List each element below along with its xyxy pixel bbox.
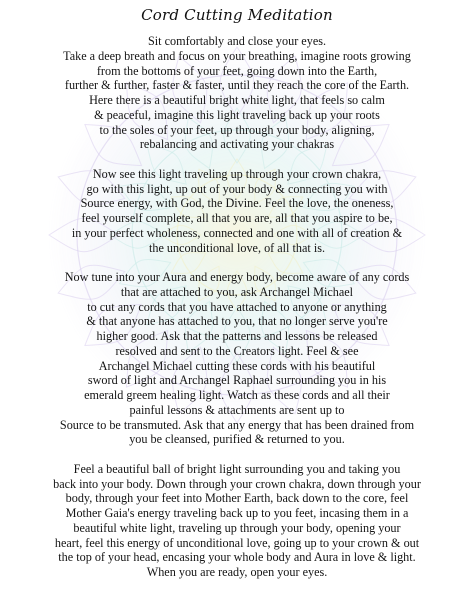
text-line: to the soles of your feet, up through your body, aligning, (99, 122, 375, 137)
text-line: the unconditional love, of all that is. (148, 240, 325, 255)
text-line: the top of your head, encasing your whole body and Aura in love & light. (58, 550, 416, 565)
paragraph-3 (0, 270, 474, 447)
paragraph-1 (0, 34, 474, 152)
text-line: painful lessons & attachments are sent up to (129, 402, 345, 417)
text-line: from the bottoms of your feet, going down into the Earth, (96, 63, 378, 78)
text-line: you be cleansed, purified & returned to you. (129, 432, 345, 447)
paragraph-2 (0, 167, 474, 256)
text-line: resolved and sent to the Creators light. Feel & see (115, 343, 359, 358)
text-line: go with this light, up out of your body & connecting you with (86, 181, 388, 196)
text-line: higher good. Ask that the patterns and lessons be released (96, 329, 378, 343)
text-line: that are attached to you, ask Archangel Michael (120, 284, 354, 299)
text-line: & that anyone has attached to you, that no longer serve you're (86, 314, 388, 329)
text-line: Sit comfortably and close your eyes. (147, 34, 327, 48)
text-line: in your perfect wholeness, connected and one with all of creation & (71, 225, 403, 240)
page-title: Cord Cutting Meditation (141, 6, 333, 24)
text-line: & peaceful, imagine this light traveling back up your roots (94, 107, 380, 122)
text-line: Source to be transmuted. Ask that any energy that has been drained from (59, 417, 415, 432)
text-line: back into your body. Down through your crown chakra, down through your (53, 476, 421, 491)
text-line: Source energy, with God, the Divine. Feel the love, the oneness, (80, 196, 394, 211)
text-line: further & further, faster & faster, until they reach the core of the Earth. (64, 78, 410, 93)
paragraph-4 (0, 462, 474, 580)
text-line: Archangel Michael cutting these cords with his beautiful (98, 358, 376, 373)
text-line: beautiful white light, traveling up through your body, opening your (73, 520, 401, 535)
text-line: body, through your feet into Mother Earth, back down to the core, feel (65, 491, 409, 506)
text-line: emerald greem healing light. Watch as these cords and all their (84, 388, 390, 402)
text-line: When you are ready, open your eyes. (146, 565, 328, 579)
text-line: Mother Gaia's energy traveling back up to you feet, incasing them in a (65, 506, 409, 520)
text-line: Take a deep breath and focus on your breathing, imagine roots growing (63, 48, 411, 63)
text-line: heart, feel this energy of unconditional love, going up to your crown & out (54, 535, 420, 550)
text-line: feel yourself complete, all that you are, all that you aspire to be, (81, 211, 393, 225)
text-line: Feel a beautiful ball of bright light surrounding you and taking you (73, 461, 401, 476)
text-line: Now tune into your Aura and energy body, become aware of any cords (64, 270, 410, 284)
text-line: to cut any cords that you have attached to anyone or anything (87, 299, 387, 314)
text-line: Now see this light traveling up through your crown chakra, (92, 166, 382, 181)
text-line: sword of light and Archangel Raphael surrounding you in his (87, 373, 387, 388)
text-line: Here there is a beautiful bright white light, that feels so calm (89, 93, 385, 107)
text-line: rebalancing and activating your chakras (139, 137, 335, 152)
meditation-text (0, 34, 474, 580)
